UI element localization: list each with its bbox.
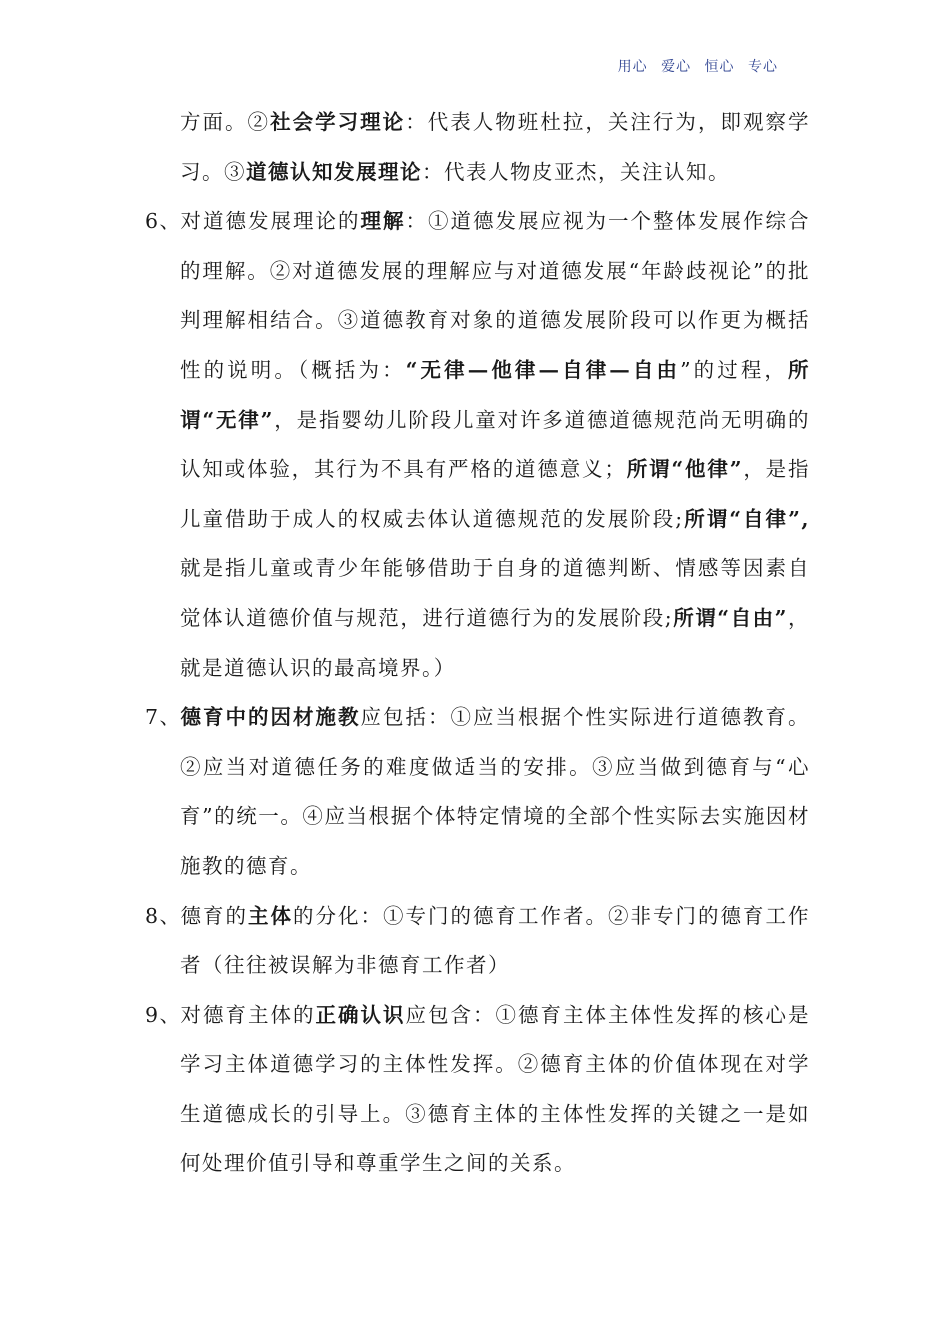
list-item-7 <box>145 693 810 891</box>
term-understanding: 理解 <box>360 209 406 234</box>
paragraph-continued <box>145 98 810 197</box>
list-number: 8、 <box>145 903 182 928</box>
term-social-learning-theory: 社会学习理论 <box>270 110 406 134</box>
list-item-6 <box>145 197 810 693</box>
header-motto: 用心 爱心 恒心 专心 <box>617 59 778 75</box>
text-run: ：①道德发展应视为一个整体发展作综合的理解。②对道德发展的理解应与对道德发展“年龄歧视论”的批判理解相结合。③道德教育对象的道德发展阶段可以作更为概括性的说明。（概括为： <box>180 209 810 382</box>
text-run: 就是指儿童或青少年能够借助于自身的道德判断、情感等因素自觉体认道德价值与规范，进行道德行为的发展阶段; <box>180 556 810 630</box>
text-run: ，是指婴幼儿阶段儿童对许多道德道德规范尚无明确的认知或体验，其行为不具有严格的道德意义； <box>180 407 810 482</box>
list-number: 7、 <box>145 705 182 730</box>
text-run: ，是指儿童借助于成人的权威去体认道德规范的发展阶段; <box>180 457 811 531</box>
term-heteronomy: 所谓“他律” <box>626 457 743 482</box>
list-number: 9、 <box>145 1002 182 1027</box>
text-run: 方面。② <box>180 110 271 134</box>
term-subject: 主体 <box>248 903 293 928</box>
term-stages: “无律—他律—自律—自由 <box>405 357 681 382</box>
text-run: ：代表人物班杜拉，关注行为，即观察学习。③ <box>180 110 811 184</box>
term-correct-understanding: 正确认识 <box>315 1002 406 1027</box>
term-moral-cognitive-theory: 道德认知发展理论 <box>246 159 422 184</box>
text-run: ：代表人物皮亚杰，关注认知。 <box>422 159 730 184</box>
text-run: ，就是道德认识的最高境界。） <box>180 605 811 680</box>
document-body <box>145 98 810 1189</box>
text-run: 对道德发展理论的 <box>180 209 361 234</box>
list-item-9 <box>145 991 810 1189</box>
list-item-8 <box>145 892 810 991</box>
text-run: 对德育主体的 <box>180 1002 316 1027</box>
text-run: 德育的 <box>180 903 248 928</box>
term-individualized-teaching: 德育中的因材施教 <box>180 705 361 730</box>
text-run: 的分化：①专门的德育工作者。②非专门的德育工作者（往往被误解为非德育工作者） <box>180 903 810 978</box>
list-number: 6、 <box>145 209 182 234</box>
term-anomy: 所谓“无律” <box>180 357 810 432</box>
term-autonomy: 所谓“自律”, <box>683 506 810 531</box>
text-run: 应包含：①德育主体主体性发挥的核心是学习主体道德学习的主体性发挥。②德育主体的价值体现在对学生道德成长的引导上。③德育主体的主体性发挥的关键之一是如何处理价值引导和尊重学生之间的关系。 <box>180 1002 810 1176</box>
text-run: 应包括：①应当根据个性实际进行道德教育。②应当对道德任务的难度做适当的安排。③应当做到德育与“心育”的统一。④应当根据个体特定情境的全部个性实际去实施因材施教的德育。 <box>180 705 810 878</box>
term-freedom: 所谓“自由” <box>673 605 788 630</box>
text-run: ”的过程， <box>680 357 788 382</box>
